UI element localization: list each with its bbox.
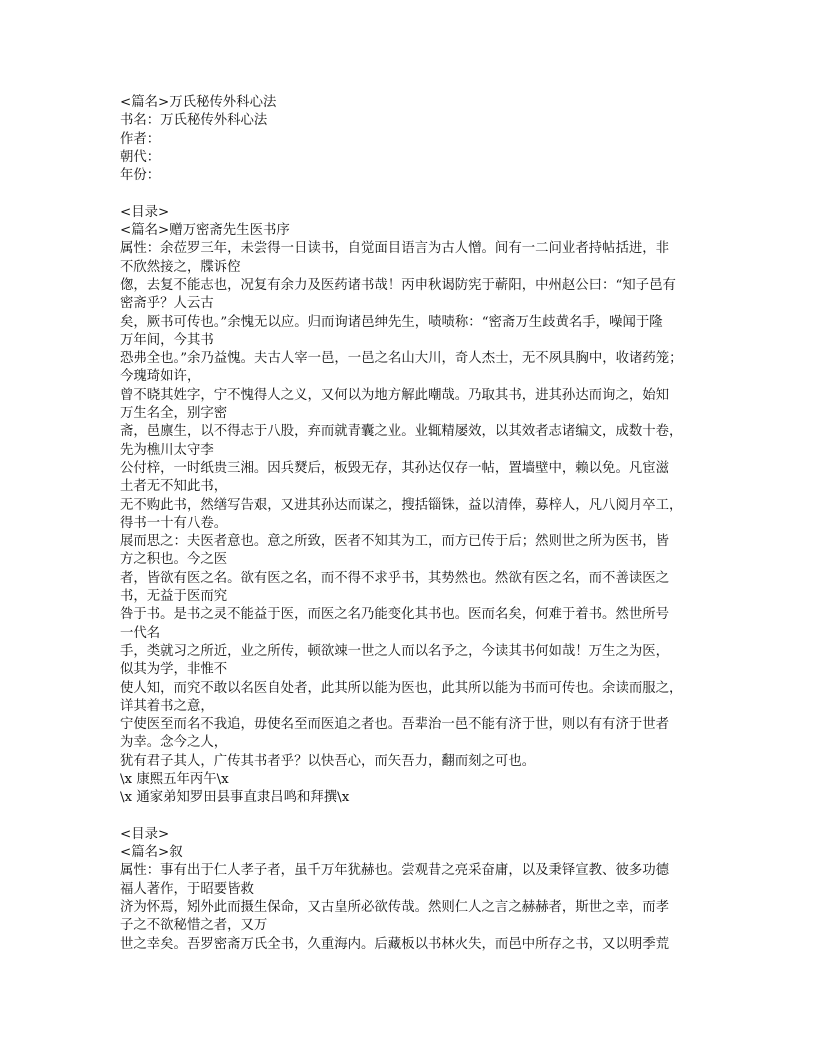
text-line: 子之不欲秘惜之者，又万: [120, 918, 268, 934]
text-line: 密斋乎？人云古: [120, 296, 214, 312]
text-line: 宁使医至而名不我追，毋使名至而医追之者也。吾辈治一邑不能有济于世，则以有有济于世者: [120, 717, 670, 733]
text-line: 矣，厥书可传也。”余愧无以应。归而询诸邑绅先生，啧啧称：“密斋万生歧黄名手，噪闻于隆: [120, 314, 663, 330]
text-line: 朝代：: [120, 149, 161, 165]
text-line: <目录>: [120, 826, 170, 842]
text-line: 无不购此书，然缮写告艰，又进其孙达而谋之，搜括锱铢，益以清俸，募梓人，凡八阅月卒工，: [120, 497, 683, 513]
text-line: <篇名>叙: [120, 845, 183, 861]
text-line: 偬，去复不能志也，况复有余力及医药诸书哉！丙申秋谒防宪于蕲阳，中州赵公曰：“知子邑有: [120, 277, 676, 293]
text-line: 曾不晓其姓字，宁不愧得人之义，又何以为地方解此嘲哉。乃取其书，进其孙达而询之，始知: [120, 387, 670, 403]
text-line: 使人知，而究不敢以名医自处者，此其所以能为医也，此其所以能为书而可传也。余读而服之，: [120, 680, 683, 696]
text-line: 公付梓，一时纸贵三湘。因兵燹后，板毁无存，其孙达仅存一帖，置墙壁中，赖以免。凡宦滋: [120, 460, 670, 476]
text-line: 恐弗全也。”余乃益愧。夫古人宰一邑，一邑之名山大川，奇人杰士，无不夙具胸中，收诸药笼；: [120, 351, 683, 367]
text-line: 斋，邑廪生，以不得志于八股，弃而就青囊之业。业辄精屡效，以其效者志诸编文，成数十卷，: [120, 424, 683, 440]
blank-line: [120, 808, 700, 826]
text-line: 属性：事有出于仁人孝子者，虽千万年犹赫也。尝观昔之亮采奋庸，以及秉铎宣教、彼多功德: [120, 863, 670, 879]
text-line: 手，类就习之所近，业之所传，顿欲竦一世之人而以名予之，今读其书何如哉！万生之为医，: [120, 643, 670, 659]
text-line: 先为樵川太守李: [120, 442, 214, 458]
text-line: 济为怀焉，矧外此而摄生保命，又古皇所必欲传哉。然则仁人之言之赫赫者，斯世之幸，而孝: [120, 900, 670, 916]
text-line: 详其着书之意，: [120, 698, 214, 714]
text-line: 展而思之：夫医者意也。意之所致，医者不知其为工，而方已传于后；然则世之所为医书，皆: [120, 534, 670, 550]
text-line: 方之积也。今之医: [120, 552, 228, 568]
text-line: 万生名全，别字密: [120, 406, 228, 422]
text-line: \x 康熙五年丙午\x: [120, 771, 229, 787]
text-line: 不欣然接之，牒诉倥: [120, 259, 241, 275]
text-line: <篇名>万氏秘传外科心法: [120, 95, 277, 110]
text-line: 年份：: [120, 168, 161, 184]
text-line: 土者无不知此书，: [120, 479, 228, 495]
text-line: 福人著作，于昭要皆救: [120, 881, 254, 897]
text-line: 属性：余莅罗三年，未尝得一日读书，自觉面目语言为古人憎。间有一二问业者持帖括进，非: [120, 241, 670, 257]
text-line: 万年间，今其书: [120, 332, 214, 348]
text-line: 一代名: [120, 625, 161, 641]
text-line: 世之幸矣。吾罗密斋万氏全书，久重海内。后藏板以书林火失，而邑中所存之书，又以明季荒: [120, 936, 670, 952]
blank-line: [120, 185, 700, 203]
text-line: 似其为学，非惟不: [120, 662, 228, 678]
text-line: <篇名>赠万密斋先生医书序: [120, 223, 290, 239]
text-line: 今瑰琦如许，: [120, 369, 201, 385]
text-line: 者，皆欲有医之名。欲有医之名，而不得不求乎书，其势然也。然欲有医之名，而不善读医之: [120, 570, 670, 586]
text-line: 犹有君子其人，广传其书者乎？以快吾心，而矢吾力，翻而刻之可也。: [120, 753, 536, 769]
text-line: 书名：万氏秘传外科心法: [120, 113, 268, 129]
text-line: \x 通家弟知罗田县事直隶吕鸣和拜撰\x: [120, 790, 350, 806]
text-line: <目录>: [120, 204, 170, 220]
text-line: 得书一十有八卷。: [120, 515, 228, 531]
text-line: 书，无益于医而究: [120, 589, 228, 605]
document-page: [120, 94, 700, 954]
text-line: 作者：: [120, 131, 161, 147]
text-line: 为幸。念今之人，: [120, 735, 228, 751]
text-line: 咎于书。是书之灵不能益于医，而医之名乃能变化其书也。医而名矣，何难于着书。然世所号: [120, 607, 670, 623]
